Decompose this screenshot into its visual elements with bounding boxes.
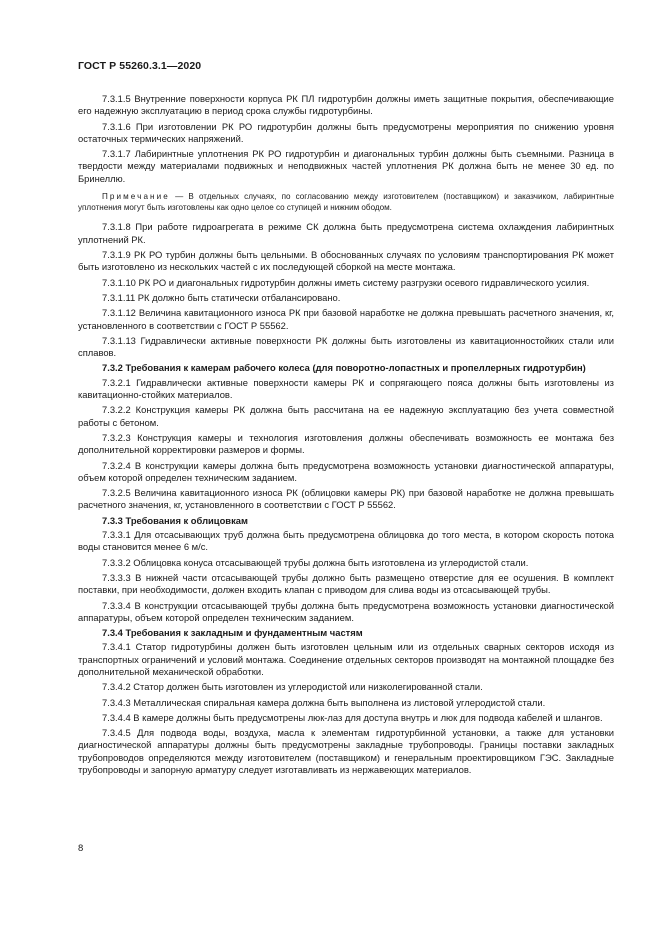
clause-7-3-2-1: 7.3.2.1 Гидравлически активные поверхности камеры РК и сопрягающего пояса должны быть изготовлены из кавитационно-стойких материалов. [78,376,614,401]
clause-7-3-1-5: 7.3.1.5 Внутренние поверхности корпуса РК ПЛ гидротурбин должны иметь защитные покрытия, обеспечивающие его надежную эксплуатацию в период срока службы гидротурбины. [78,93,614,117]
clause-7-3-3-2: 7.3.3.2 Облицовка конуса отсасывающей трубы должна быть изготовлена из углеродистой стали. [102,556,529,568]
clause-7-3-1-6: 7.3.1.6 При изготовлении РК РО гидротурбин должны быть предусмотрены мероприятия по снижению уровня остаточных термических напряжений. [78,120,614,144]
clause-7-3-1-10: 7.3.1.10 РК РО и диагональных гидротурбин должны иметь систему разгрузки осевого гидравлического усилия. [102,276,590,288]
clause-7-3-2-5: 7.3.2.5 Величина кавитационного износа РК (облицовки камеры РК) при базовой наработке не должна превышать расчетного значения, кг, установленного в соответствии с ГОСТ Р 55562. [78,487,614,511]
section-heading-7-3-3: 7.3.3 Требования к облицовкам [102,514,248,526]
clause-7-3-2-2: 7.3.2.2 Конструкция камеры РК должна быть рассчитана на ее надежную эксплуатацию без учета совместной работы с бетоном. [78,404,614,428]
clause-7-3-4-2: 7.3.4.2 Статор должен быть изготовлен из углеродистой или низколегированной стали. [102,681,483,693]
clause-7-3-1-12: 7.3.1.12 Величина кавитационного износа РК при базовой наработке не должна превышать расчетного значения, кг, установленного в соответствии с ГОСТ Р 55562. [78,307,614,331]
clause-7-3-4-3: 7.3.4.3 Металлическая спиральная камера должна быть выполнена из листовой углеродистой стали. [102,696,546,708]
clause-7-3-2-4: 7.3.2.4 В конструкции камеры должна быть предусмотрена возможность установки диагностической аппаратуры, объем которой определен техническим заданием. [78,459,614,483]
section-heading-7-3-2: 7.3.2 Требования к камерам рабочего колеса (для поворотно-лопастных и пропеллерных гидротурбин) [102,362,586,374]
clause-7-3-1-11: 7.3.1.11 РК должно быть статически отбалансировано. [102,291,341,303]
clause-7-3-4-1: 7.3.4.1 Статор гидротурбины должен быть изготовлен цельным или из отдельных сварных секторов исходя из транспортных ограничений и условий монтажа. Соединение отдельных секторов производят на монтажной площадке без дополнительной механической обработки. [78,641,614,677]
note [78,191,614,213]
clause-7-3-3-3: 7.3.3.3 В нижней части отсасывающей трубы должно быть размещено отверстие для ее осушения. В комплект поставки, при необходимости, должен входить клапан с приводом для слива воды из отсасывающей трубы. [78,571,614,596]
clause-7-3-1-13: 7.3.1.13 Гидравлически активные поверхности РК должны быть изготовлены из кавитационностойких стали или сплавов. [78,334,614,359]
document-body [78,93,614,779]
section-heading-7-3-4: 7.3.4 Требования к закладным и фундаментным частям [102,627,363,639]
clause-7-3-1-9: 7.3.1.9 РК РО турбин должны быть цельными. В обоснованных случаях по условиям транспортирования РК может быть изготовлено из нескольких частей с их последующей сборкой на месте монтажа. [78,249,614,273]
note-text: — В отдельных случаях, по согласованию между изготовителем (поставщиком) и заказчиком, лабиринтные уплотнения могут быть изготовлены как одно целое со ступицей и нижним ободом. [78,192,614,213]
note-label: Примечание [102,192,170,202]
clause-7-3-4-4: 7.3.4.4 В камере должны быть предусмотрены люк-лаз для доступа внутрь и люк для подвода кабелей и шлангов. [102,711,603,723]
clause-7-3-1-7: 7.3.1.7 Лабиринтные уплотнения РК РО гидротурбин и диагональных турбин должны быть съемными. Разница в твердости между материалами подвижных и неподвижных частей уплотнения РК должна быть не менее 30 ед. по Бринеллю. [78,148,614,184]
document-header: ГОСТ Р 55260.3.1—2020 [78,60,202,72]
clause-7-3-3-4: 7.3.3.4 В конструкции отсасывающей трубы должна быть предусмотрена возможность установки диагностической аппаратуры, объем которой определен техническим заданием. [78,599,614,623]
page-number: 8 [78,843,84,854]
clause-7-3-2-3: 7.3.2.3 Конструкция камеры и технология изготовления должны обеспечивать возможность ее монтажа без дополнительной корректировки размеров и формы. [78,431,614,456]
clause-7-3-4-5: 7.3.4.5 Для подвода воды, воздуха, масла к элементам гидротурбинной установки, а также для установки диагностической аппаратуры должны быть предусмотрены закладные трубопроводы. Границы поставки закладных трубопроводов определяются между изготовителем (поставщиком) и генеральным проектировщиком ГЭС. Закладные трубопроводы и запорную арматуру следует изготавливать из нержавеющих материалов. [78,727,614,776]
clause-7-3-3-1: 7.3.3.1 Для отсасывающих труб должна быть предусмотрена облицовка до того места, в котором скорость потока воды становится менее 6 м/с. [78,529,614,553]
clause-7-3-1-8: 7.3.1.8 При работе гидроагрегата в режиме СК должна быть предусмотрена система охлаждения лабиринтных уплотнений РК. [78,221,614,245]
